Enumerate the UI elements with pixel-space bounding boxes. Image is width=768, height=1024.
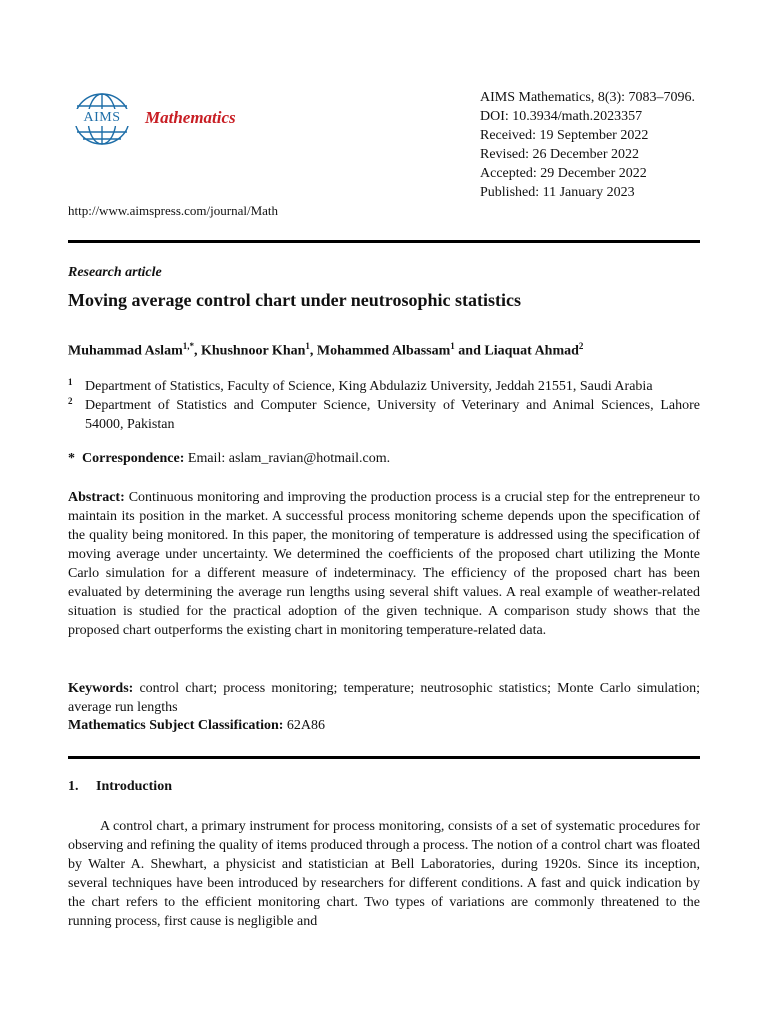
- affiliation: [68, 377, 700, 396]
- author-affiliation-mark: 1: [305, 341, 310, 351]
- correspondence: [68, 451, 390, 467]
- published-date: Published: 11 January 2023: [480, 185, 635, 200]
- author-separator: and: [454, 343, 485, 359]
- journal-logo: [68, 92, 258, 148]
- affiliation-text: Department of Statistics and Computer Science, University of Veterinary and Animal Sciences, Lahore 54000, Pakistan: [85, 398, 700, 432]
- msc-label: Mathematics Subject Classification:: [68, 718, 284, 733]
- affiliation-text: Department of Statistics, Faculty of Science, King Abdulaziz University, Jeddah 21551, Saudi Arabia: [85, 379, 653, 394]
- correspondence-label: Correspondence:: [82, 451, 185, 466]
- section-heading: [68, 779, 172, 795]
- keywords: [68, 679, 700, 717]
- logo-aims-text: AIMS: [72, 109, 132, 126]
- article-title: Moving average control chart under neutrosophic statistics: [68, 290, 521, 310]
- doi[interactable]: DOI: 10.3934/math.2023357: [480, 109, 643, 124]
- corresponding-mark: *: [189, 341, 194, 351]
- correspondence-mark: *: [68, 451, 75, 466]
- abstract-label: Abstract:: [68, 490, 125, 505]
- header-divider: [68, 240, 700, 243]
- msc-code: 62A86: [283, 718, 326, 733]
- intro-paragraph: A control chart, a primary instrument for process monitoring, consists of a set of systematic procedures for observing and refining the quality of items produced through a process. The notion of a control chart was floated by Walter A. Shewhart, a physicist and statistician at Bell Laboratories, during 1920s. Since its inception, several techniques have been introduced by researchers for different conditions. A fast and quick indication by the chart refers to the efficient monitoring chart. Two types of variations are commonly threatened to the running process, first cause is negligible and: [68, 819, 700, 929]
- affiliation-number: 2: [68, 396, 73, 406]
- article-type: Research article: [68, 265, 162, 280]
- received-date: Received: 19 September 2022: [480, 128, 649, 143]
- subject-classification: [68, 716, 325, 735]
- accepted-date: Accepted: 29 December 2022: [480, 166, 647, 181]
- abstract-divider: [68, 756, 700, 759]
- author-affiliation-mark: 1,: [182, 341, 190, 351]
- author-name: Muhammad Aslam: [68, 343, 183, 359]
- author-list: [68, 341, 583, 360]
- author-affiliation-mark: 1: [450, 341, 455, 351]
- journal-title: Mathematics: [145, 108, 236, 127]
- journal-url[interactable]: http://www.aimspress.com/journal/Math: [68, 203, 279, 218]
- section-number: 1.: [68, 779, 79, 794]
- revised-date: Revised: 26 December 2022: [480, 147, 640, 162]
- abstract: [68, 488, 700, 640]
- affiliation: [68, 396, 700, 434]
- keywords-text: control chart; process monitoring; temperature; neutrosophic statistics; Monte Carlo simulation; average run lengths: [68, 681, 700, 715]
- correspondence-email[interactable]: Email: aslam_ravian@hotmail.com.: [184, 451, 391, 466]
- affiliation-number: 1: [68, 377, 73, 387]
- author-name: Mohammed Albassam: [316, 343, 451, 359]
- abstract-text: Continuous monitoring and improving the production process is a crucial step for the entrepreneur to maintain its position in the market. A successful process monitoring scheme depends upon the specification of the quality being monitored. In this paper, the monitoring of temperature is addressed using the specification of moving average under uncertainty. We determined the coefficients of the proposed chart utilizing the Monte Carlo simulation for a different measure of indeterminacy. The efficiency of the proposed chart has been evaluated by determining the average run lengths using several shift values. A real example of weather-related situation is studied for the practical adoption of the given technique. A comparison study shows that the proposed chart outperforms the existing chart in monitoring temperature-related data.: [68, 490, 700, 638]
- author-name: Khushnoor Khan: [200, 343, 306, 359]
- author-separator: ,: [309, 343, 317, 359]
- section-title: Introduction: [96, 779, 172, 794]
- author-name: Liaquat Ahmad: [484, 343, 579, 359]
- author-affiliation-mark: 2: [578, 341, 584, 351]
- publication-info: [480, 88, 695, 202]
- citation: AIMS Mathematics, 8(3): 7083–7096.: [480, 90, 696, 105]
- author-separator: ,: [193, 343, 201, 359]
- keywords-label: Keywords:: [68, 681, 134, 696]
